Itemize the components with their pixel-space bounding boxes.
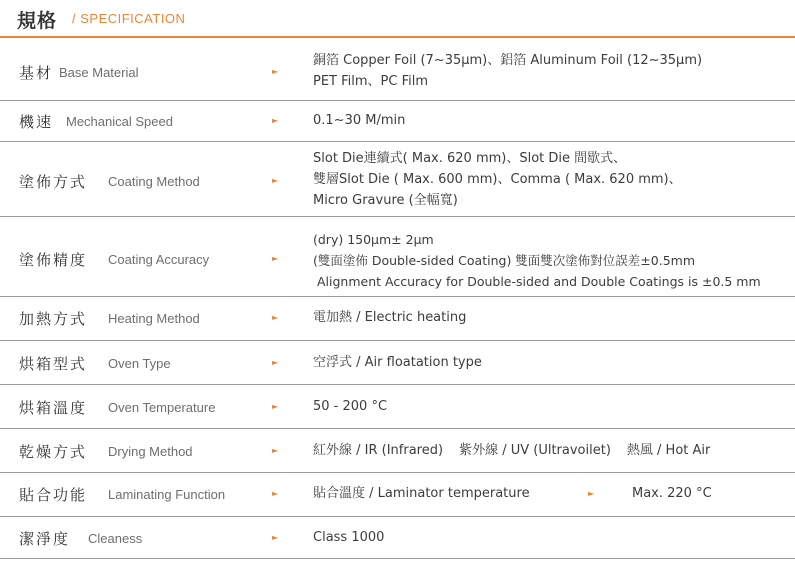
arrow-right-icon: ►	[588, 489, 595, 498]
spec-row-coating-accuracy	[0, 217, 795, 297]
arrow-right-icon: ►	[272, 358, 279, 367]
spec-row-cleaness	[0, 517, 795, 559]
row-values	[313, 110, 405, 131]
page-title-en: / SPECIFICATION	[72, 11, 186, 26]
row-label-zh: 烘箱溫度	[19, 399, 88, 417]
arrow-right-icon: ►	[272, 116, 279, 125]
row-label-zh: 貼合功能	[19, 486, 88, 504]
value-line: Class 1000	[313, 530, 385, 545]
spec-row-oven-temperature	[0, 385, 795, 429]
value-line: PET Film、PC Film	[313, 74, 429, 89]
row-values	[313, 229, 761, 292]
row-label-zh: 潔淨度	[19, 530, 71, 548]
row-label-en: Oven Type	[108, 356, 171, 371]
row-values	[313, 307, 466, 328]
row-label-en: Laminating Function	[108, 487, 226, 502]
spec-row-drying-method	[0, 429, 795, 473]
row-label-zh: 塗佈方式	[19, 173, 88, 191]
page-title-zh: 規格	[17, 10, 58, 32]
row-label-en: Coating Method	[108, 174, 200, 189]
row-values	[313, 396, 387, 417]
value-line: Alignment Accuracy for Double-sided and Double Coatings is ±0.5 mm	[313, 274, 761, 289]
value-line: 50 - 200 °C	[313, 399, 388, 414]
value-line: 雙層Slot Die ( Max. 600 mm)、Comma ( Max. 620 mm)、	[313, 172, 682, 187]
arrow-right-icon: ►	[272, 176, 279, 185]
row-label-zh: 基材	[19, 64, 54, 82]
drying-item-ir: 紅外線 / IR (Infrared)	[313, 443, 444, 458]
row-label-en: Heating Method	[108, 311, 200, 326]
row-label-zh: 塗佈精度	[19, 251, 88, 269]
spec-row-laminating-function	[0, 473, 795, 517]
row-label-en: Cleaness	[88, 531, 143, 546]
arrow-right-icon: ►	[272, 446, 279, 455]
value-line: Slot Die連續式( Max. 620 mm)、Slot Die 間歇式、	[313, 151, 627, 166]
row-values	[313, 483, 530, 504]
arrow-right-icon: ►	[272, 489, 279, 498]
spec-row-mechanical-speed	[0, 101, 795, 142]
row-label-en: Coating Accuracy	[108, 252, 210, 267]
spec-row-oven-type	[0, 341, 795, 385]
spec-row-heating-method	[0, 297, 795, 341]
value-line: Micro Gravure (全幅寬)	[313, 193, 458, 208]
value-line: (dry) 150μm± 2μm	[313, 232, 434, 247]
value-line: 電加熱 / Electric heating	[313, 310, 467, 325]
value-line: 貼合溫度 / Laminator temperature	[313, 486, 530, 501]
row-values	[313, 148, 682, 211]
row-label-en: Base Material	[59, 65, 139, 80]
arrow-right-icon: ►	[272, 533, 279, 542]
row-label-zh: 機速	[19, 113, 54, 131]
arrow-right-icon: ►	[272, 254, 279, 263]
drying-item-hot-air: 熱風 / Hot Air	[626, 443, 711, 458]
row-label-zh: 烘箱型式	[19, 355, 88, 373]
drying-item-uv: 紫外線 / UV (Ultravoilet)	[459, 443, 611, 458]
spec-row-coating-method	[0, 142, 795, 217]
spec-row-base-material	[0, 38, 795, 101]
value-line: 銅箔 Copper Foil (7~35μm)、鋁箔 Aluminum Foil (12~35μm)	[313, 53, 703, 68]
arrow-right-icon: ►	[272, 67, 279, 76]
value-line: (雙面塗佈 Double-sided Coating) 雙面雙次塗佈對位誤差±0.5mm	[313, 253, 695, 268]
row-values	[313, 527, 384, 548]
row-values	[313, 440, 710, 461]
spec-header	[0, 0, 795, 38]
laminator-temperature-value: Max. 220 °C	[632, 486, 712, 501]
arrow-right-icon: ►	[272, 313, 279, 322]
row-label-en: Mechanical Speed	[66, 114, 173, 129]
row-values	[313, 352, 482, 373]
row-label-zh: 乾燥方式	[19, 443, 88, 461]
row-label-zh: 加熱方式	[19, 310, 88, 328]
value-line: 0.1~30 M/min	[313, 113, 406, 128]
value-line: 空浮式 / Air floatation type	[313, 355, 482, 370]
row-values	[313, 50, 702, 92]
row-label-en: Oven Temperature	[108, 400, 216, 415]
row-label-en: Drying Method	[108, 444, 193, 459]
arrow-right-icon: ►	[272, 402, 279, 411]
